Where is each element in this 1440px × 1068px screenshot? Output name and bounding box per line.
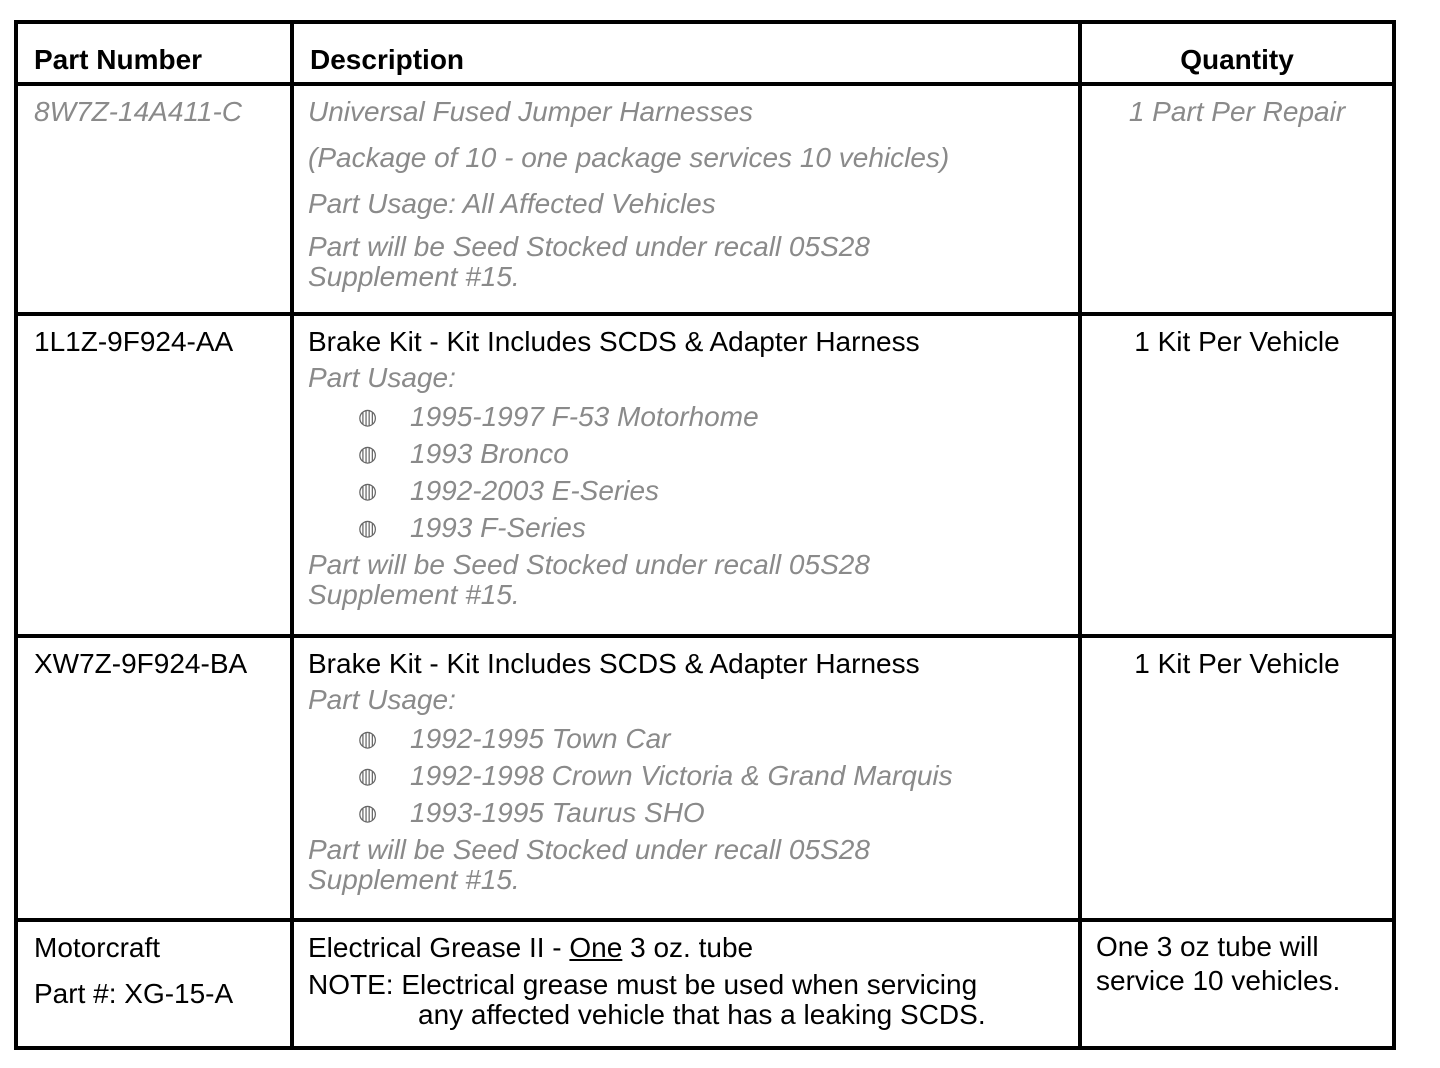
list-item: ◍ 1993 Bronco: [308, 435, 1078, 472]
cell-quantity: [1080, 84, 1394, 314]
kit-title: Brake Kit - Kit Includes SCDS & Adapter Harness: [308, 648, 920, 679]
cell-description: [292, 314, 1080, 636]
list-item: ◍ 1992-2003 E-Series: [308, 472, 1078, 509]
header-part-number: Part Number: [16, 22, 292, 84]
seed-stock-note: Part will be Seed Stocked under recall 05S28: [308, 549, 870, 580]
kit-title: Brake Kit - Kit Includes SCDS & Adapter Harness: [308, 326, 920, 357]
usage-list: [308, 398, 1078, 546]
bullet-icon: ◍: [358, 441, 378, 466]
cell-quantity: [1080, 920, 1394, 1048]
list-item: ◍ 1992-1998 Crown Victoria & Grand Marquis: [308, 757, 1078, 794]
seed-stock-note: Part will be Seed Stocked under recall 05S28: [308, 231, 870, 262]
quantity-continued: service 10 vehicles.: [1096, 965, 1341, 996]
bullet-icon: ◍: [358, 763, 378, 788]
table-row: [16, 314, 1394, 636]
bullet-icon: ◍: [358, 726, 378, 751]
part-brand: Motorcraft: [34, 932, 161, 963]
grease-note-continued: any affected vehicle that has a leaking SCDS.: [418, 999, 986, 1030]
list-item: ◍ 1992-1995 Town Car: [308, 720, 1078, 757]
cell-part-number: [16, 314, 292, 636]
list-item: ◍ 1995-1997 F-53 Motorhome: [308, 398, 1078, 435]
quantity: 1 Kit Per Vehicle: [1134, 648, 1340, 679]
quantity: 1 Kit Per Vehicle: [1134, 326, 1340, 357]
bullet-icon: ◍: [358, 800, 378, 825]
usage-label: Part Usage:: [308, 362, 456, 393]
quantity: One 3 oz tube will: [1096, 931, 1319, 962]
part-number: 8W7Z-14A411-C: [34, 96, 243, 127]
usage-list: [308, 720, 1078, 831]
supplement-note: Supplement #15.: [308, 579, 520, 610]
usage-label: Part Usage:: [308, 684, 456, 715]
bullet-icon: ◍: [358, 478, 378, 503]
cell-part-number: [16, 84, 292, 314]
cell-quantity: [1080, 314, 1394, 636]
grease-note: NOTE: Electrical grease must be used when servicing: [308, 969, 978, 1000]
table-row: [16, 636, 1394, 920]
cell-description: [292, 84, 1080, 314]
bullet-icon: ◍: [358, 515, 378, 540]
part-number: XW7Z-9F924-BA: [34, 648, 248, 679]
supplement-note: Supplement #15.: [308, 261, 520, 292]
quantity: 1 Part Per Repair: [1128, 96, 1346, 127]
header-description: Description: [292, 22, 1080, 84]
part-number: 1L1Z-9F924-AA: [34, 326, 234, 357]
header-quantity: Quantity: [1080, 22, 1394, 84]
table-row: [16, 84, 1394, 314]
parts-table: [14, 20, 1396, 1050]
cell-part-number: [16, 636, 292, 920]
part-number: Part #: XG-15-A: [34, 978, 234, 1009]
cell-quantity: [1080, 636, 1394, 920]
description-line: Universal Fused Jumper Harnesses: [308, 96, 754, 127]
cell-description: [292, 920, 1080, 1048]
description-line: (Package of 10 - one package services 10 vehicles): [308, 142, 950, 173]
cell-description: [292, 636, 1080, 920]
bullet-icon: ◍: [358, 404, 378, 429]
list-item: ◍ 1993 F-Series: [308, 509, 1078, 546]
seed-stock-note: Part will be Seed Stocked under recall 05S28: [308, 834, 870, 865]
description-line: Part Usage: All Affected Vehicles: [308, 188, 716, 219]
supplement-note: Supplement #15.: [308, 864, 520, 895]
grease-title: Electrical Grease II - One 3 oz. tube: [308, 932, 754, 963]
header-row: [16, 22, 1394, 84]
cell-part-number: [16, 920, 292, 1048]
table-row: [16, 920, 1394, 1048]
list-item: ◍ 1993-1995 Taurus SHO: [308, 794, 1078, 831]
